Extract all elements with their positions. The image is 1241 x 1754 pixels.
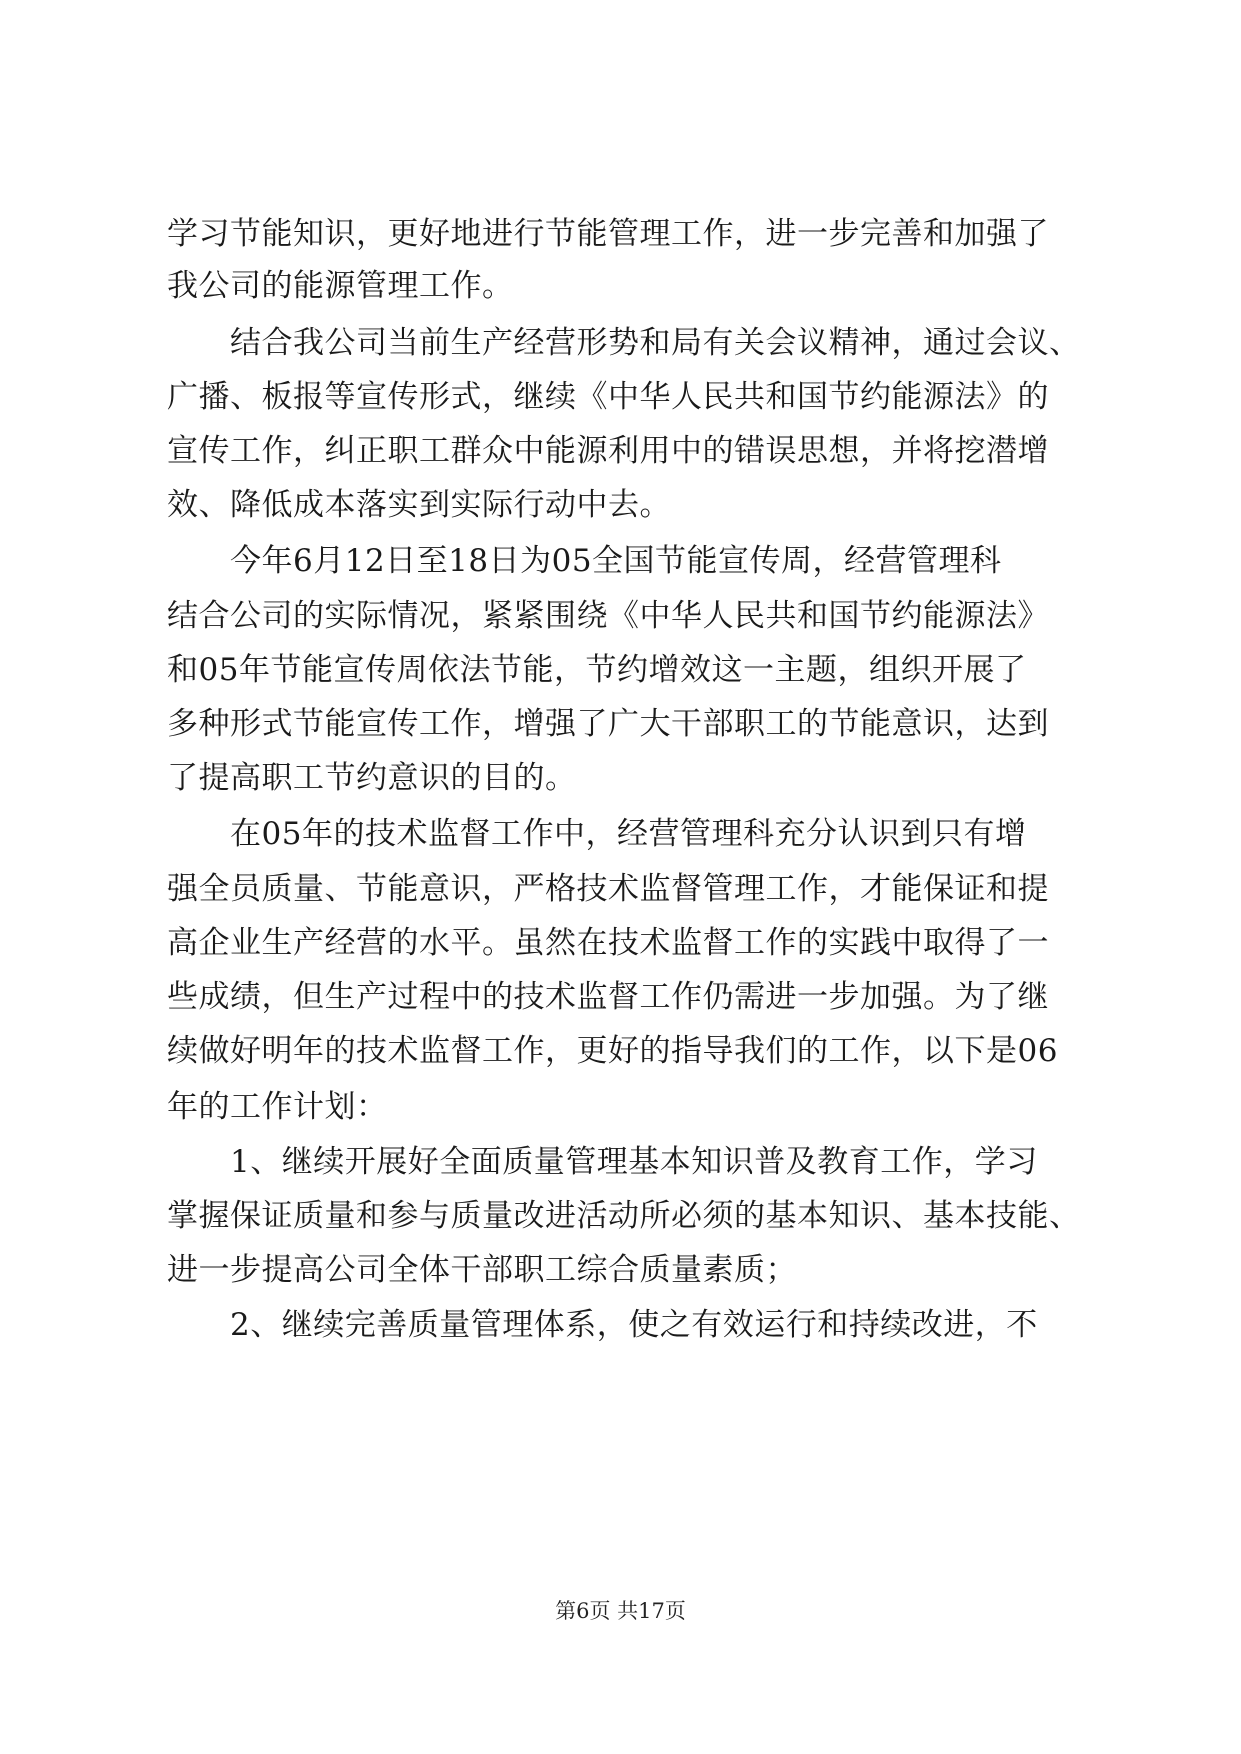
text-line: 年的工作计划： (167, 1089, 388, 1125)
text-line: 多种形式节能宣传工作，增强了广大干部职工的节能意识，达到 (167, 706, 1049, 742)
text-line: 续做好明年的技术监督工作，更好的指导我们的工作，以下是06 (167, 1033, 1058, 1069)
page-number-footer: 第6页 共17页 (555, 1599, 686, 1623)
text-line: 结合公司的实际情况，紧紧围绕《中华人民共和国节约能源法》 (167, 598, 1049, 634)
text-line: 在05年的技术监督工作中，经营管理科充分认识到只有增 (167, 816, 1027, 852)
text-line: 高企业生产经营的水平。虽然在技术监督工作的实践中取得了一 (167, 925, 1049, 961)
text-line: 些成绩，但生产过程中的技术监督工作仍需进一步加强。为了继 (167, 979, 1049, 1015)
text-line: 掌握保证质量和参与质量改进活动所必须的基本知识、基本技能、 (167, 1198, 1081, 1234)
text-line: 了提高职工节约意识的目的。 (167, 760, 577, 796)
text-line: 强全员质量、节能意识，严格技术监督管理工作，才能保证和提 (167, 871, 1049, 907)
text-line: 宣传工作，纠正职工群众中能源利用中的错误思想，并将挖潜增 (167, 433, 1049, 469)
text-line: 效、降低成本落实到实际行动中去。 (167, 487, 671, 523)
text-line: 我公司的能源管理工作。 (167, 268, 514, 304)
text-line: 广播、板报等宣传形式，继续《中华人民共和国节约能源法》的 (167, 379, 1049, 415)
text-line: 进一步提高公司全体干部职工综合质量素质； (167, 1252, 797, 1288)
text-line: 学习节能知识，更好地进行节能管理工作，进一步完善和加强了 (167, 216, 1049, 252)
text-line: 今年6月12日至18日为05全国节能宣传周，经营管理科 (167, 543, 1002, 579)
text-line: 结合我公司当前生产经营形势和局有关会议精神，通过会议、 (167, 325, 1081, 361)
text-line: 2、继续完善质量管理体系，使之有效运行和持续改进，不 (167, 1307, 1038, 1343)
text-line: 和05年节能宣传周依法节能，节约增效这一主题，组织开展了 (167, 652, 1027, 688)
text-line: 1、继续开展好全面质量管理基本知识普及教育工作，学习 (167, 1144, 1038, 1180)
